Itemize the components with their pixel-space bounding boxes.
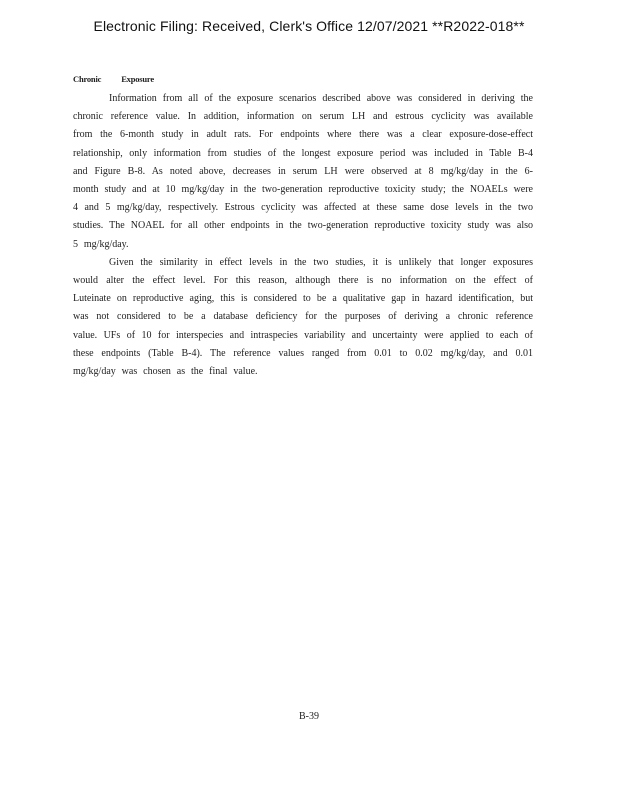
section-heading-word-chronic: Chronic [73, 74, 102, 84]
filing-stamp: Electronic Filing: Received, Clerk's Office 12/07/2021 **R2022-018** [93, 18, 525, 34]
page-body [73, 72, 533, 381]
section-heading [73, 72, 533, 86]
paragraph-2: Given the similarity in effect levels in the two studies, it is unlikely that longer exposures would alter the effect level. For this reason, although there is no information on the effect of Luteinate on reproductive aging, this is considered to be a qualitative gap in hazard identification, but was not considered to be a database deficiency for the purposes of deriving a chronic reference value. UFs of 10 for interspecies and intraspecies variability and uncertainty were applied to each of these endpoints (Table B-4). The reference values ranged from 0.01 to 0.02 mg/kg/day, and 0.01 mg/kg/day was chosen as the final value. [73, 256, 533, 378]
paragraph-1: Information from all of the exposure scenarios described above was considered in deriving the chronic reference value. In addition, information on serum LH and estrous cyclicity was available from the 6-month study in adult rats. For endpoints where there was a clear exposure-dose-effect relationship, only information from studies of the longest exposure period was included in Table B-4 and Figure B-8. As noted above, decreases in serum LH were observed at 8 mg/kg/day in the 6-month study and at 10 mg/kg/day in the two-generation reproductive toxicity study; the NOAELs were 4 and 5 mg/kg/day, respectively. Estrous cyclicity was affected at these same dose levels in the two studies. The NOAEL for all other endpoints in the two-generation reproductive toxicity study was also 5 mg/kg/day. [73, 93, 533, 250]
page-number: B-39 [299, 711, 319, 722]
section-heading-word-exposure: Exposure [121, 74, 154, 84]
